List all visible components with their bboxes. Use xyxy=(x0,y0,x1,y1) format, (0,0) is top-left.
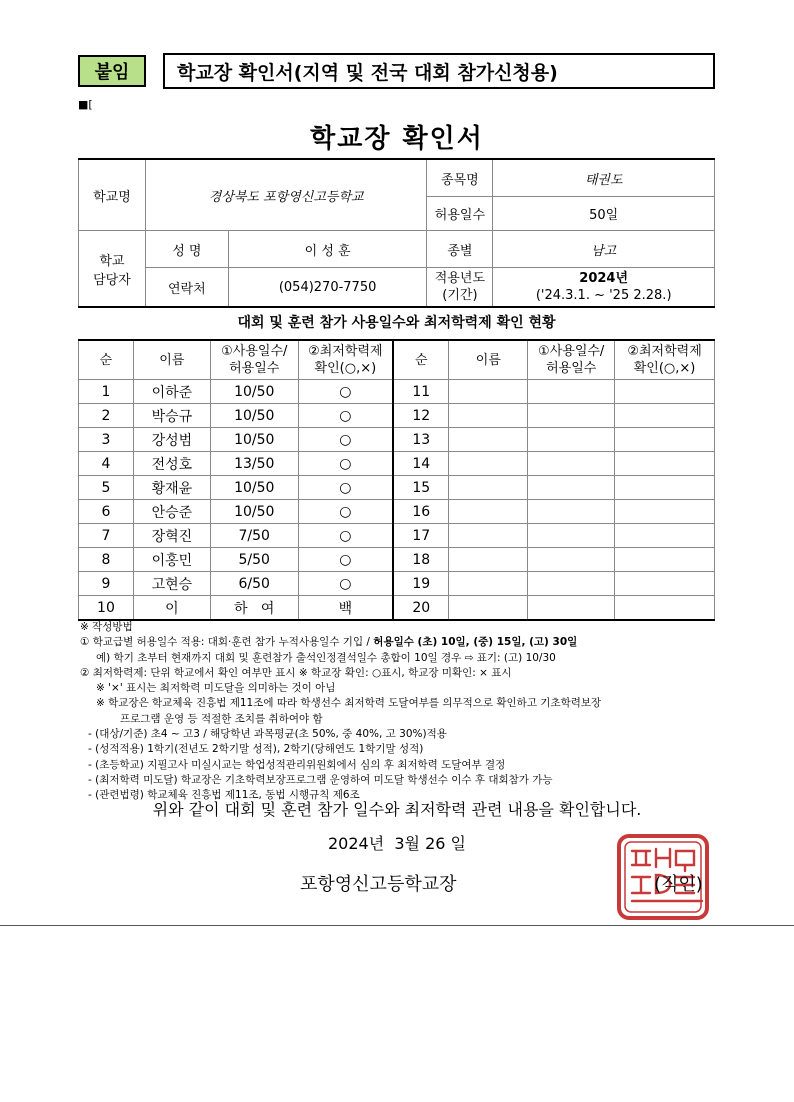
name-label: 성 명 xyxy=(145,231,228,268)
col-check-2-line1: ②최저학력제 xyxy=(627,344,702,359)
col-days-line2: 허용일수 xyxy=(229,361,280,376)
row-check: ○ xyxy=(298,452,393,476)
document-title: 학교장 확인서 xyxy=(310,124,484,154)
school-label: 학교명 xyxy=(79,159,146,231)
row-check: ○ xyxy=(298,548,393,572)
row-check-2 xyxy=(615,548,715,572)
header-title xyxy=(163,53,715,89)
row-days: 5/50 xyxy=(210,548,298,572)
row-check: ○ xyxy=(298,572,393,596)
row-no: 9 xyxy=(79,572,134,596)
info-table xyxy=(78,158,715,308)
col-check-2-line2: 확인(○,×) xyxy=(633,361,696,376)
days-value: 50일 xyxy=(493,197,715,231)
status-table-body xyxy=(79,380,715,621)
row-no-2: 19 xyxy=(393,572,449,596)
row-no: 8 xyxy=(79,548,134,572)
issue-date: 2024년 3월 26 일 xyxy=(328,834,466,853)
table-row xyxy=(79,596,715,621)
col-no-2: 순 xyxy=(393,340,449,380)
row-name: 안승준 xyxy=(133,500,210,524)
row-name: 고현승 xyxy=(133,572,210,596)
note-9: - (관련법령) 학교체육 진흥법 제11조, 동법 시행규칙 제6조 xyxy=(88,789,360,802)
page-bottom-rule xyxy=(0,925,794,926)
row-check-2 xyxy=(615,428,715,452)
attachment-tag-label: 붙임 xyxy=(94,62,130,83)
row-days: 10/50 xyxy=(210,404,298,428)
row-days: 13/50 xyxy=(210,452,298,476)
row-no-2: 14 xyxy=(393,452,449,476)
row-name-2 xyxy=(449,548,528,572)
row-check: ○ xyxy=(298,404,393,428)
row-name: 전성호 xyxy=(133,452,210,476)
row-name-2 xyxy=(449,500,528,524)
row-days-2 xyxy=(528,572,615,596)
header-title-text: 학교장 확인서(지역 및 전국 대회 참가신청용) xyxy=(177,61,558,84)
row-check: ○ xyxy=(298,428,393,452)
row-check: 백 xyxy=(298,596,393,621)
category-value: 남고 xyxy=(493,231,715,268)
col-days-2 xyxy=(528,340,615,380)
row-days-2 xyxy=(528,452,615,476)
note-4-cont: 프로그램 운영 등 적절한 조치를 취하여야 함 xyxy=(120,712,323,725)
row-no: 1 xyxy=(79,380,134,404)
status-table-header xyxy=(79,340,715,380)
row-name: 이홍민 xyxy=(133,548,210,572)
principal-name: 포항영신고등학교장 xyxy=(300,874,457,895)
row-days: 하 여 xyxy=(210,596,298,621)
row-name-2 xyxy=(449,380,528,404)
row-no-2: 13 xyxy=(393,428,449,452)
table-row xyxy=(79,524,715,548)
table-row xyxy=(79,572,715,596)
name-value: 이 성 훈 xyxy=(228,231,427,268)
days-label: 허용일수 xyxy=(427,197,493,231)
row-name: 이 xyxy=(133,596,210,621)
manager-label-line1: 학교 xyxy=(99,253,125,269)
table-row xyxy=(79,500,715,524)
contact-value: (054)270-7750 xyxy=(228,268,427,308)
section-marker: ■[ xyxy=(78,98,93,111)
col-days xyxy=(210,340,298,380)
row-no: 2 xyxy=(79,404,134,428)
table-row xyxy=(79,428,715,452)
manager-label xyxy=(79,231,146,308)
row-check-2 xyxy=(615,572,715,596)
year-value xyxy=(493,268,715,308)
note-1-emphasis: 허용일수 (초) 10일, (중) 15일, (고) 30일 xyxy=(373,636,578,649)
row-days-2 xyxy=(528,380,615,404)
row-days: 10/50 xyxy=(210,500,298,524)
row-days-2 xyxy=(528,476,615,500)
seal-label: (직인) xyxy=(654,874,703,895)
school-value: 경상북도 포항영신고등학교 xyxy=(145,159,427,231)
row-check-2 xyxy=(615,476,715,500)
section-subtitle: 대회 및 훈련 참가 사용일수와 최저학력제 확인 현황 xyxy=(237,315,556,331)
row-no: 10 xyxy=(79,596,134,621)
row-name: 박승규 xyxy=(133,404,210,428)
row-days: 10/50 xyxy=(210,476,298,500)
notes-heading: ※ 작성방법 xyxy=(80,621,133,633)
row-check: ○ xyxy=(298,524,393,548)
note-3: ※ '×' 표시는 최저학력 미도달을 의미하는 것이 아님 xyxy=(96,682,336,695)
status-table xyxy=(78,339,715,621)
manager-label-line2: 담당자 xyxy=(93,272,131,288)
col-check-2 xyxy=(615,340,715,380)
row-no-2: 18 xyxy=(393,548,449,572)
row-no: 5 xyxy=(79,476,134,500)
row-no: 7 xyxy=(79,524,134,548)
col-name: 이름 xyxy=(133,340,210,380)
table-row xyxy=(79,380,715,404)
attachment-tag xyxy=(78,55,146,87)
row-days-2 xyxy=(528,428,615,452)
row-check: ○ xyxy=(298,500,393,524)
category-label: 종별 xyxy=(427,231,493,268)
year-value-year: 2024년 xyxy=(579,271,629,286)
row-no-2: 15 xyxy=(393,476,449,500)
row-check-2 xyxy=(615,524,715,548)
sport-label: 종목명 xyxy=(427,159,493,197)
year-value-period: ('24.3.1. ~ '25 2.28.) xyxy=(535,288,672,303)
row-check: ○ xyxy=(298,476,393,500)
confirmation-statement: 위와 같이 대회 및 훈련 참가 일수와 최저학력 관련 내용을 확인합니다. xyxy=(152,800,642,819)
row-check-2 xyxy=(615,596,715,621)
table-row xyxy=(79,476,715,500)
note-8: - (최저학력 미도달) 학교장은 기초학력보장프로그램 운영하여 미도달 학생선수 이수 후 대회참가 가능 xyxy=(88,773,553,786)
contact-label: 연락처 xyxy=(145,268,228,308)
table-row xyxy=(79,452,715,476)
year-label-line1: 적용년도 xyxy=(434,271,486,286)
note-2: ② 최저학력제: 단위 학교에서 확인 여부만 표시 ※ 학교장 확인: ○표시, 학교장 미확인: × 표시 xyxy=(80,666,512,679)
row-name-2 xyxy=(449,572,528,596)
row-no-2: 20 xyxy=(393,596,449,621)
row-no: 6 xyxy=(79,500,134,524)
row-no-2: 12 xyxy=(393,404,449,428)
table-row xyxy=(79,404,715,428)
row-name-2 xyxy=(449,428,528,452)
row-check: ○ xyxy=(298,380,393,404)
year-label-line2: (기간) xyxy=(442,288,478,303)
row-no-2: 11 xyxy=(393,380,449,404)
row-name: 이하준 xyxy=(133,380,210,404)
note-5: - (대상/기준) 초4 ~ 고3 / 해당학년 과목평균(초 50%, 중 40%, 고 30%)적용 xyxy=(88,728,447,741)
row-days: 10/50 xyxy=(210,380,298,404)
row-no-2: 16 xyxy=(393,500,449,524)
year-label xyxy=(427,268,493,308)
row-no-2: 17 xyxy=(393,524,449,548)
note-6: - (성적적용) 1학기(전년도 2학기말 성적), 2학기(당해연도 1학기말 성적) xyxy=(88,743,424,756)
col-days-2-line2: 허용일수 xyxy=(546,361,597,376)
row-name: 강성범 xyxy=(133,428,210,452)
col-days-line1: ①사용일수/ xyxy=(221,344,288,359)
row-name-2 xyxy=(449,596,528,621)
row-check-2 xyxy=(615,452,715,476)
col-check xyxy=(298,340,393,380)
row-no: 4 xyxy=(79,452,134,476)
row-name-2 xyxy=(449,524,528,548)
row-days: 6/50 xyxy=(210,572,298,596)
col-check-line1: ②최저학력제 xyxy=(308,344,383,359)
note-7: - (초등학교) 지필고사 미실시교는 학업성적관리위원회에서 심의 후 최저학력 도달여부 결정 xyxy=(88,758,506,771)
col-name-2: 이름 xyxy=(449,340,528,380)
row-name-2 xyxy=(449,476,528,500)
row-check-2 xyxy=(615,404,715,428)
row-no: 3 xyxy=(79,428,134,452)
note-1 xyxy=(80,635,720,650)
sport-value: 태권도 xyxy=(493,159,715,197)
row-check-2 xyxy=(615,380,715,404)
row-days: 10/50 xyxy=(210,428,298,452)
row-days: 7/50 xyxy=(210,524,298,548)
row-days-2 xyxy=(528,404,615,428)
note-4: ※ 학교장은 학교체육 진흥법 제11조에 따라 학생선수 최저학력 도달여부를 의무적으로 확인하고 기초학력보장 xyxy=(96,697,602,710)
col-no: 순 xyxy=(79,340,134,380)
writing-notes xyxy=(80,620,720,804)
row-name-2 xyxy=(449,452,528,476)
row-name: 장혁진 xyxy=(133,524,210,548)
row-days-2 xyxy=(528,596,615,621)
col-days-2-line1: ①사용일수/ xyxy=(538,344,605,359)
table-row xyxy=(79,548,715,572)
row-days-2 xyxy=(528,500,615,524)
row-days-2 xyxy=(528,524,615,548)
col-check-line2: 확인(○,×) xyxy=(314,361,377,376)
row-name-2 xyxy=(449,404,528,428)
row-name: 황재윤 xyxy=(133,476,210,500)
note-1-text: ① 학교급별 허용일수 적용: 대회·훈련 참가 누적사용일수 기입 / xyxy=(80,636,374,649)
row-days-2 xyxy=(528,548,615,572)
note-1-example: 예) 학기 초부터 현재까지 대회 및 훈련참가 출석인정결석일수 총합이 10일 경우 ⇨ 표기: (고) 10/30 xyxy=(96,651,556,664)
row-check-2 xyxy=(615,500,715,524)
